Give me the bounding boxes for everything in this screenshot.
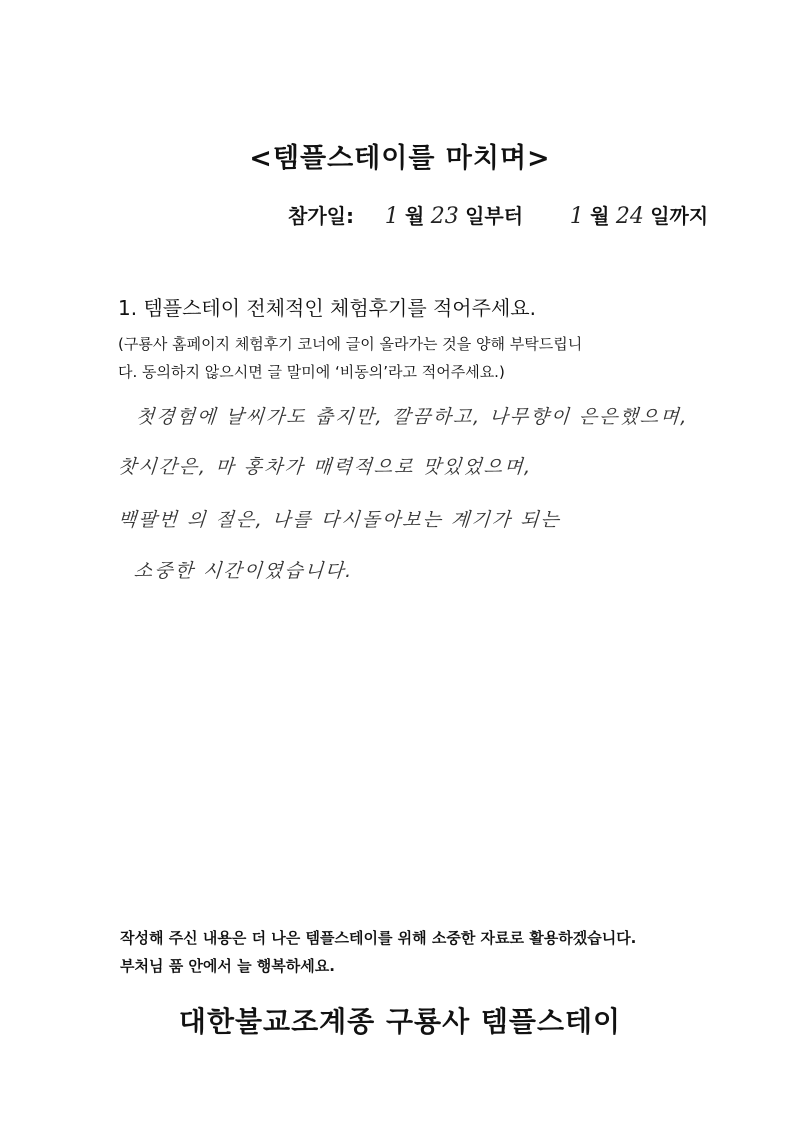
handwritten-answer-line: 백팔번 의 절은, 나를 다시돌아보는 계기가 되는 xyxy=(117,509,562,531)
footer-note xyxy=(120,924,636,980)
from-unit: 일부터 xyxy=(465,204,524,228)
start-month: 1 xyxy=(384,204,399,229)
handwritten-answer-line: 소중한 시간이였습니다. xyxy=(133,560,355,582)
question-note-line1: (구룡사 홈페이지 체험후기 코너에 글이 올라가는 것을 양해 부탁드립니 xyxy=(118,335,583,353)
handwritten-answer-line: 첫경험에 날씨가도 춥지만, 깔끔하고, 나무향이 은은했으며, xyxy=(135,406,690,428)
end-month-unit: 월 xyxy=(590,204,610,228)
footer-line2: 부처님 품 안에서 늘 행복하세요. xyxy=(120,957,335,975)
period-label: 참가일: xyxy=(288,204,354,228)
end-month: 1 xyxy=(569,204,584,229)
organization-name: 대한불교조계종 구룡사 템플스테이 xyxy=(178,1005,622,1038)
footer-line1: 작성해 주신 내용은 더 나은 템플스테이를 위해 소중한 자료로 활용하겠습니다. xyxy=(120,929,637,947)
question-note xyxy=(118,330,698,386)
start-day: 23 xyxy=(430,204,459,229)
start-month-unit: 월 xyxy=(405,204,425,228)
handwritten-answer-line: 찻시간은, 마 홍차가 매력적으로 맛있었으며, xyxy=(117,456,534,478)
participation-period xyxy=(288,200,708,229)
end-day: 24 xyxy=(615,204,644,229)
question-heading: 1. 템플스테이 전체적인 체험후기를 적어주세요. xyxy=(118,296,536,320)
question-note-line2: 다. 동의하지 않으시면 글 말미에 ‘비동의’라고 적어주세요.) xyxy=(118,363,505,381)
page-title: <템플스테이를 마치며> xyxy=(249,143,551,174)
to-unit: 일까지 xyxy=(650,204,709,228)
